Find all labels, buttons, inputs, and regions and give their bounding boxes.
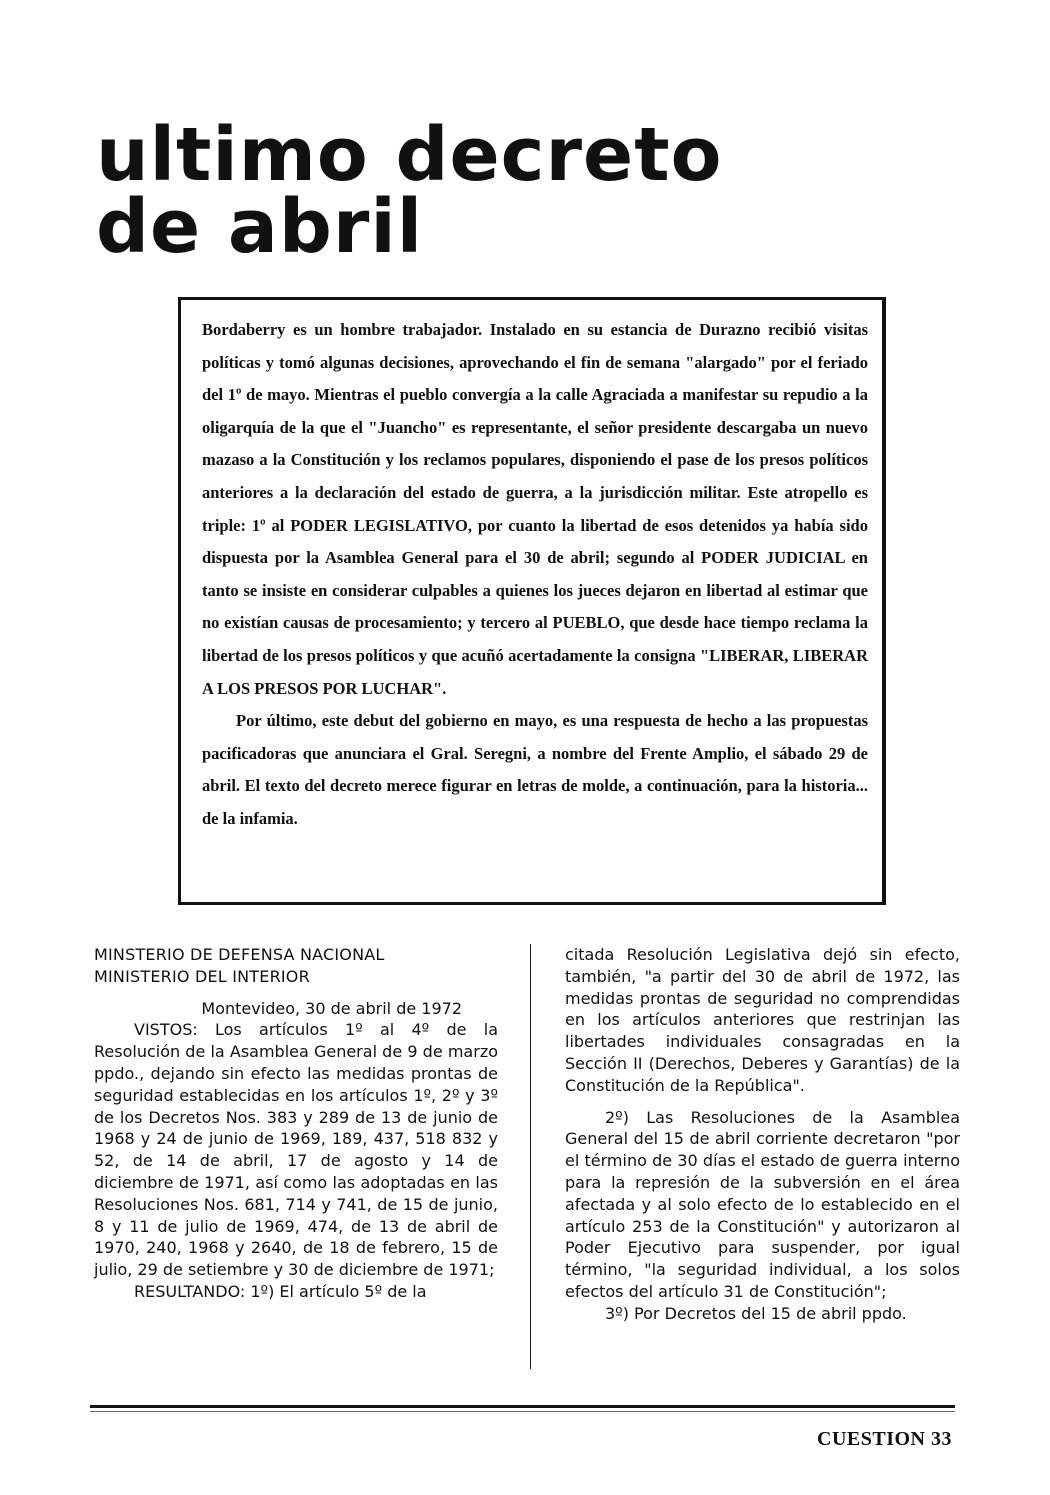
footer-rule xyxy=(90,1405,955,1408)
article-title-line-1: ultimo decreto xyxy=(96,112,723,198)
column-divider xyxy=(530,944,531,1369)
decree-vistos: VISTOS: Los artículos 1º al 4º de la Resolución de la Asamblea General de 9 de marzo ppdo., dejando sin efecto las medidas prontas de seguridad establecidas en los artículos 1º, 2º y 3º de los Decretos Nos. 383 y 289 de 13 de junio de 1968 y 24 de junio de 1969, 189, 437, 518 832 y 52, de 14 de abril, 17 de agosto y 14 de diciembre de 1971, así como las adoptadas en las Resoluciones Nos. 681, 714 y 741, de 15 de junio, 8 y 11 de julio de 1969, 474, de 13 de abril de 1970, 240, 1968 y 2640, de 18 de febrero, 15 de julio, 29 de setiembre y 30 de diciembre de 1971; xyxy=(94,1020,498,1280)
decree-right-paragraph-3: 3º) Por Decretos del 15 de abril ppdo. xyxy=(605,1303,907,1323)
intro-box xyxy=(178,297,886,905)
decree-right-column xyxy=(565,944,960,1325)
footer-rule-thin xyxy=(90,1411,955,1412)
page-footer: CUESTION 33 xyxy=(817,1428,952,1450)
ministry-interior: MINISTERIO DEL INTERIOR xyxy=(94,966,310,986)
decree-right-paragraph-2: 2º) Las Resoluciones de la Asamblea General del 15 de abril corriente decretaron "por el término de 30 días el estado de guerra interno para la represión de la subversión en el área afectada y al solo efecto de lo establecido en el artículo 253 de la Constitución" y autorizaron al Poder Ejecutivo para suspender, por igual término, "la seguridad individual, a los solos efectos del artículo 31 de Constitución"; xyxy=(565,1107,960,1301)
intro-paragraph-2: Por último, este debut del gobierno en mayo, es una respuesta de hecho a las propuestas pacificadoras que anunciara el Gral. Seregni, a nombre del Frente Amplio, el sábado 29 de abril. El texto del decreto merece figurar en letras de molde, a continuación, para la historia... de la infamia. xyxy=(202,711,868,828)
intro-paragraph-1: Bordaberry es un hombre trabajador. Instalado en su estancia de Durazno recibió visitas políticas y tomó algunas decisiones, aprovechando el fin de semana "alargado" por el feriado del 1º de mayo. Mientras el pueblo convergía a la calle Agraciada a manifestar su repudio a la oligarquía de la que el "Juancho" es representante, el señor presidente descargaba un nuevo mazaso a la Constitución y los reclamos populares, disponiendo el pase de los presos políticos anteriores a la declaración del estado de guerra, a la jurisdicción militar. Este atropello es triple: 1º al PODER LEGISLATIVO, por cuanto la libertad de esos detenidos ya había sido dispuesta por la Asamblea General para el 30 de abril; segundo al PODER JUDICIAL en tanto se insiste en considerar culpables a quienes los jueces dejaron en libertad al estimar que no existían causas de procesamiento; y tercero al PUEBLO, que desde hace tiempo reclama la libertad de los presos políticos y que acuñó acertadamente la consigna "LIBERAR, LIBERAR A LOS PRESOS POR LUCHAR". xyxy=(202,320,868,698)
decree-date: Montevideo, 30 de abril de 1972 xyxy=(201,998,462,1018)
decree-left-column xyxy=(94,944,498,1303)
decree-right-paragraph-1: citada Resolución Legislativa dejó sin efecto, también, "a partir del 30 de abril de 1972, las medidas prontas de seguridad no comprendidas en los artículos anteriores que restrinjan las libertades individuales consagradas en la Sección II (Derechos, Deberes y Garantías) de la Constitución de la República". xyxy=(565,945,960,1095)
article-title-line-2: de abril xyxy=(96,184,424,270)
decree-resultando: RESULTANDO: 1º) El artículo 5º de la xyxy=(134,1281,427,1301)
ministry-defense: MINSTERIO DE DEFENSA NACIONAL xyxy=(94,945,385,964)
